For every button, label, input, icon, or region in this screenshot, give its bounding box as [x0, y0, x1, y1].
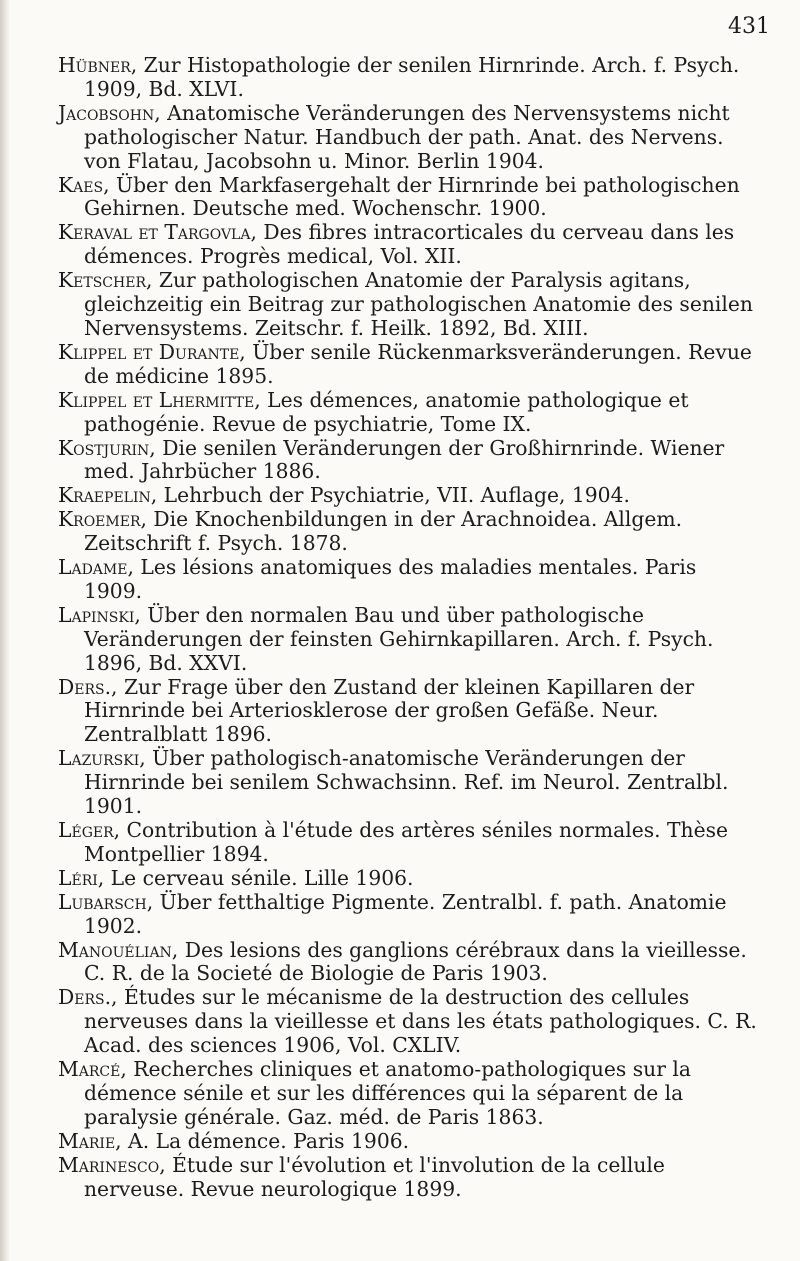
entry-text: Contribution à l'étude des artères séniles normales. Thèse Montpellier 1894.	[84, 818, 729, 866]
entry-author: Klippel et Lhermitte,	[58, 387, 261, 412]
entry-author: Marinesco,	[58, 1152, 166, 1177]
entry-text: Zur Histopathologie der senilen Hirnrinde. Arch. f. Psych. 1909, Bd. XLVI.	[84, 53, 740, 101]
entry-text: Étude sur l'évolution et l'involution de la cellule nerveuse. Revue neurologique 1899.	[84, 1152, 665, 1201]
entry-text: Recherches cliniques et anatomo-pathologiques sur la démence sénile et sur les différences qui la séparent de la paralysie générale. Gaz. méd. de Paris 1863.	[84, 1057, 691, 1129]
entry-text: Die senilen Veränderungen der Großhirnrinde. Wiener med. Jahrbücher 1886.	[84, 435, 725, 484]
bibliography-entry	[58, 867, 758, 891]
bibliography-entry	[58, 939, 758, 987]
entry-author: Lubarsch,	[58, 889, 154, 914]
entry-author: Marcé,	[58, 1057, 127, 1082]
entry-author: Lapinski,	[58, 602, 141, 627]
entry-author: Klippel et Durante,	[58, 339, 246, 364]
bibliography-entry	[58, 54, 758, 102]
entry-author: Ders.,	[58, 985, 118, 1010]
bibliography-entry	[58, 484, 758, 508]
entry-author: Kostjurin,	[58, 435, 156, 460]
entry-text: Zur pathologischen Anatomie der Paralysis agitans, gleichzeitig ein Beitrag zur pathologischen Anatomie des senilen Nervensystems. Zeitschr. f. Heilk. 1892, Bd. XIII.	[84, 268, 753, 340]
bibliography-entry	[58, 1154, 758, 1202]
entry-author: Jacobsohn,	[58, 100, 161, 125]
bibliography-entry	[58, 508, 758, 556]
bibliography-entry	[58, 1130, 758, 1154]
entry-text: Les démences, anatomie pathologique et pathogénie. Revue de psychiatrie, Tome IX.	[84, 387, 689, 436]
bibliography-entry	[58, 341, 758, 389]
entry-author: Marie, A.	[58, 1128, 150, 1153]
bibliography-entry	[58, 676, 758, 748]
entry-text: Über den Markfasergehalt der Hirnrinde bei pathologischen Gehirnen. Deutsche med. Wochenschr. 1900.	[84, 172, 740, 221]
entry-text: Über fetthaltige Pigmente. Zentralbl. f. path. Anatomie 1902.	[84, 889, 727, 938]
entry-text: Anatomische Veränderungen des Nervensystems nicht pathologischer Natur. Handbuch der path. Anat. des Nervens. von Flatau, Jacobsohn u. Minor. Berlin 1904.	[84, 100, 730, 173]
bibliography-entry	[58, 269, 758, 341]
entry-author: Hübner,	[58, 53, 138, 77]
bibliography-entry	[58, 891, 758, 939]
entry-author: Kraepelin,	[58, 483, 158, 508]
bibliography-list	[58, 54, 758, 1202]
entry-text: Les lésions anatomiques des maladies mentales. Paris 1909.	[84, 555, 697, 603]
entry-author: Ketscher,	[58, 268, 153, 293]
entry-text: Lehrbuch der Psychiatrie, VII. Auflage, 1904.	[157, 483, 630, 508]
bibliography-entry	[58, 1058, 758, 1130]
bibliography-entry	[58, 389, 758, 437]
entry-text: Études sur le mécanisme de la destruction des cellules nerveuses dans la vieillesse et dans les états pathologiques. C. R. Acad. des sciences 1906, Vol. CXLIV.	[84, 985, 757, 1058]
entry-text: Über den normalen Bau und über pathologische Veränderungen der feinsten Gehirnkapillaren. Arch. f. Psych. 1896, Bd. XXVI.	[84, 602, 714, 675]
entry-author: Kaes,	[58, 172, 110, 197]
entry-author: Léri,	[58, 865, 105, 890]
entry-author: Kroemer,	[58, 507, 147, 532]
bibliography-entry	[58, 819, 758, 867]
bibliography-entry	[58, 221, 758, 269]
bibliography-entry	[58, 556, 758, 604]
entry-text: Über pathologisch-anatomische Veränderungen der Hirnrinde bei senilem Schwachsinn. Ref. im Neurol. Zentralbl. 1901.	[84, 746, 729, 819]
bibliography-entry	[58, 986, 758, 1058]
entry-text: Die Knochenbildungen in der Arachnoidea. Allgem. Zeitschrift f. Psych. 1878.	[84, 507, 683, 556]
bibliography-entry	[58, 102, 758, 174]
entry-author: Léger,	[58, 818, 121, 842]
bibliography-entry	[58, 437, 758, 485]
entry-text: La démence. Paris 1906.	[149, 1128, 410, 1153]
binding-shadow	[0, 0, 10, 1261]
bibliography-entry	[58, 174, 758, 222]
entry-text: Le cerveau sénile. Lille 1906.	[104, 865, 414, 890]
entry-text: Des fibres intracorticales du cerveau dans les démences. Progrès medical, Vol. XII.	[84, 220, 735, 269]
entry-author: Keraval et Targovla,	[58, 220, 257, 245]
entry-author: Manouélian,	[58, 937, 179, 962]
entry-author: Ders.,	[58, 674, 118, 699]
page-number: 431	[728, 14, 770, 39]
entry-text: Über senile Rückenmarksveränderungen. Revue de médicine 1895.	[84, 339, 752, 388]
entry-text: Des lesions des ganglions cérébraux dans la vieillesse. C. R. de la Societé de Biologie de Paris 1903.	[84, 937, 747, 986]
entry-author: Lazurski,	[58, 746, 146, 771]
bibliography-entry	[58, 747, 758, 819]
entry-text: Zur Frage über den Zustand der kleinen Kapillaren der Hirnrinde bei Arteriosklerose der großen Gefäße. Neur. Zentralblatt 1896.	[84, 674, 695, 747]
entry-author: Ladame,	[58, 555, 134, 580]
bibliography-entry	[58, 604, 758, 676]
